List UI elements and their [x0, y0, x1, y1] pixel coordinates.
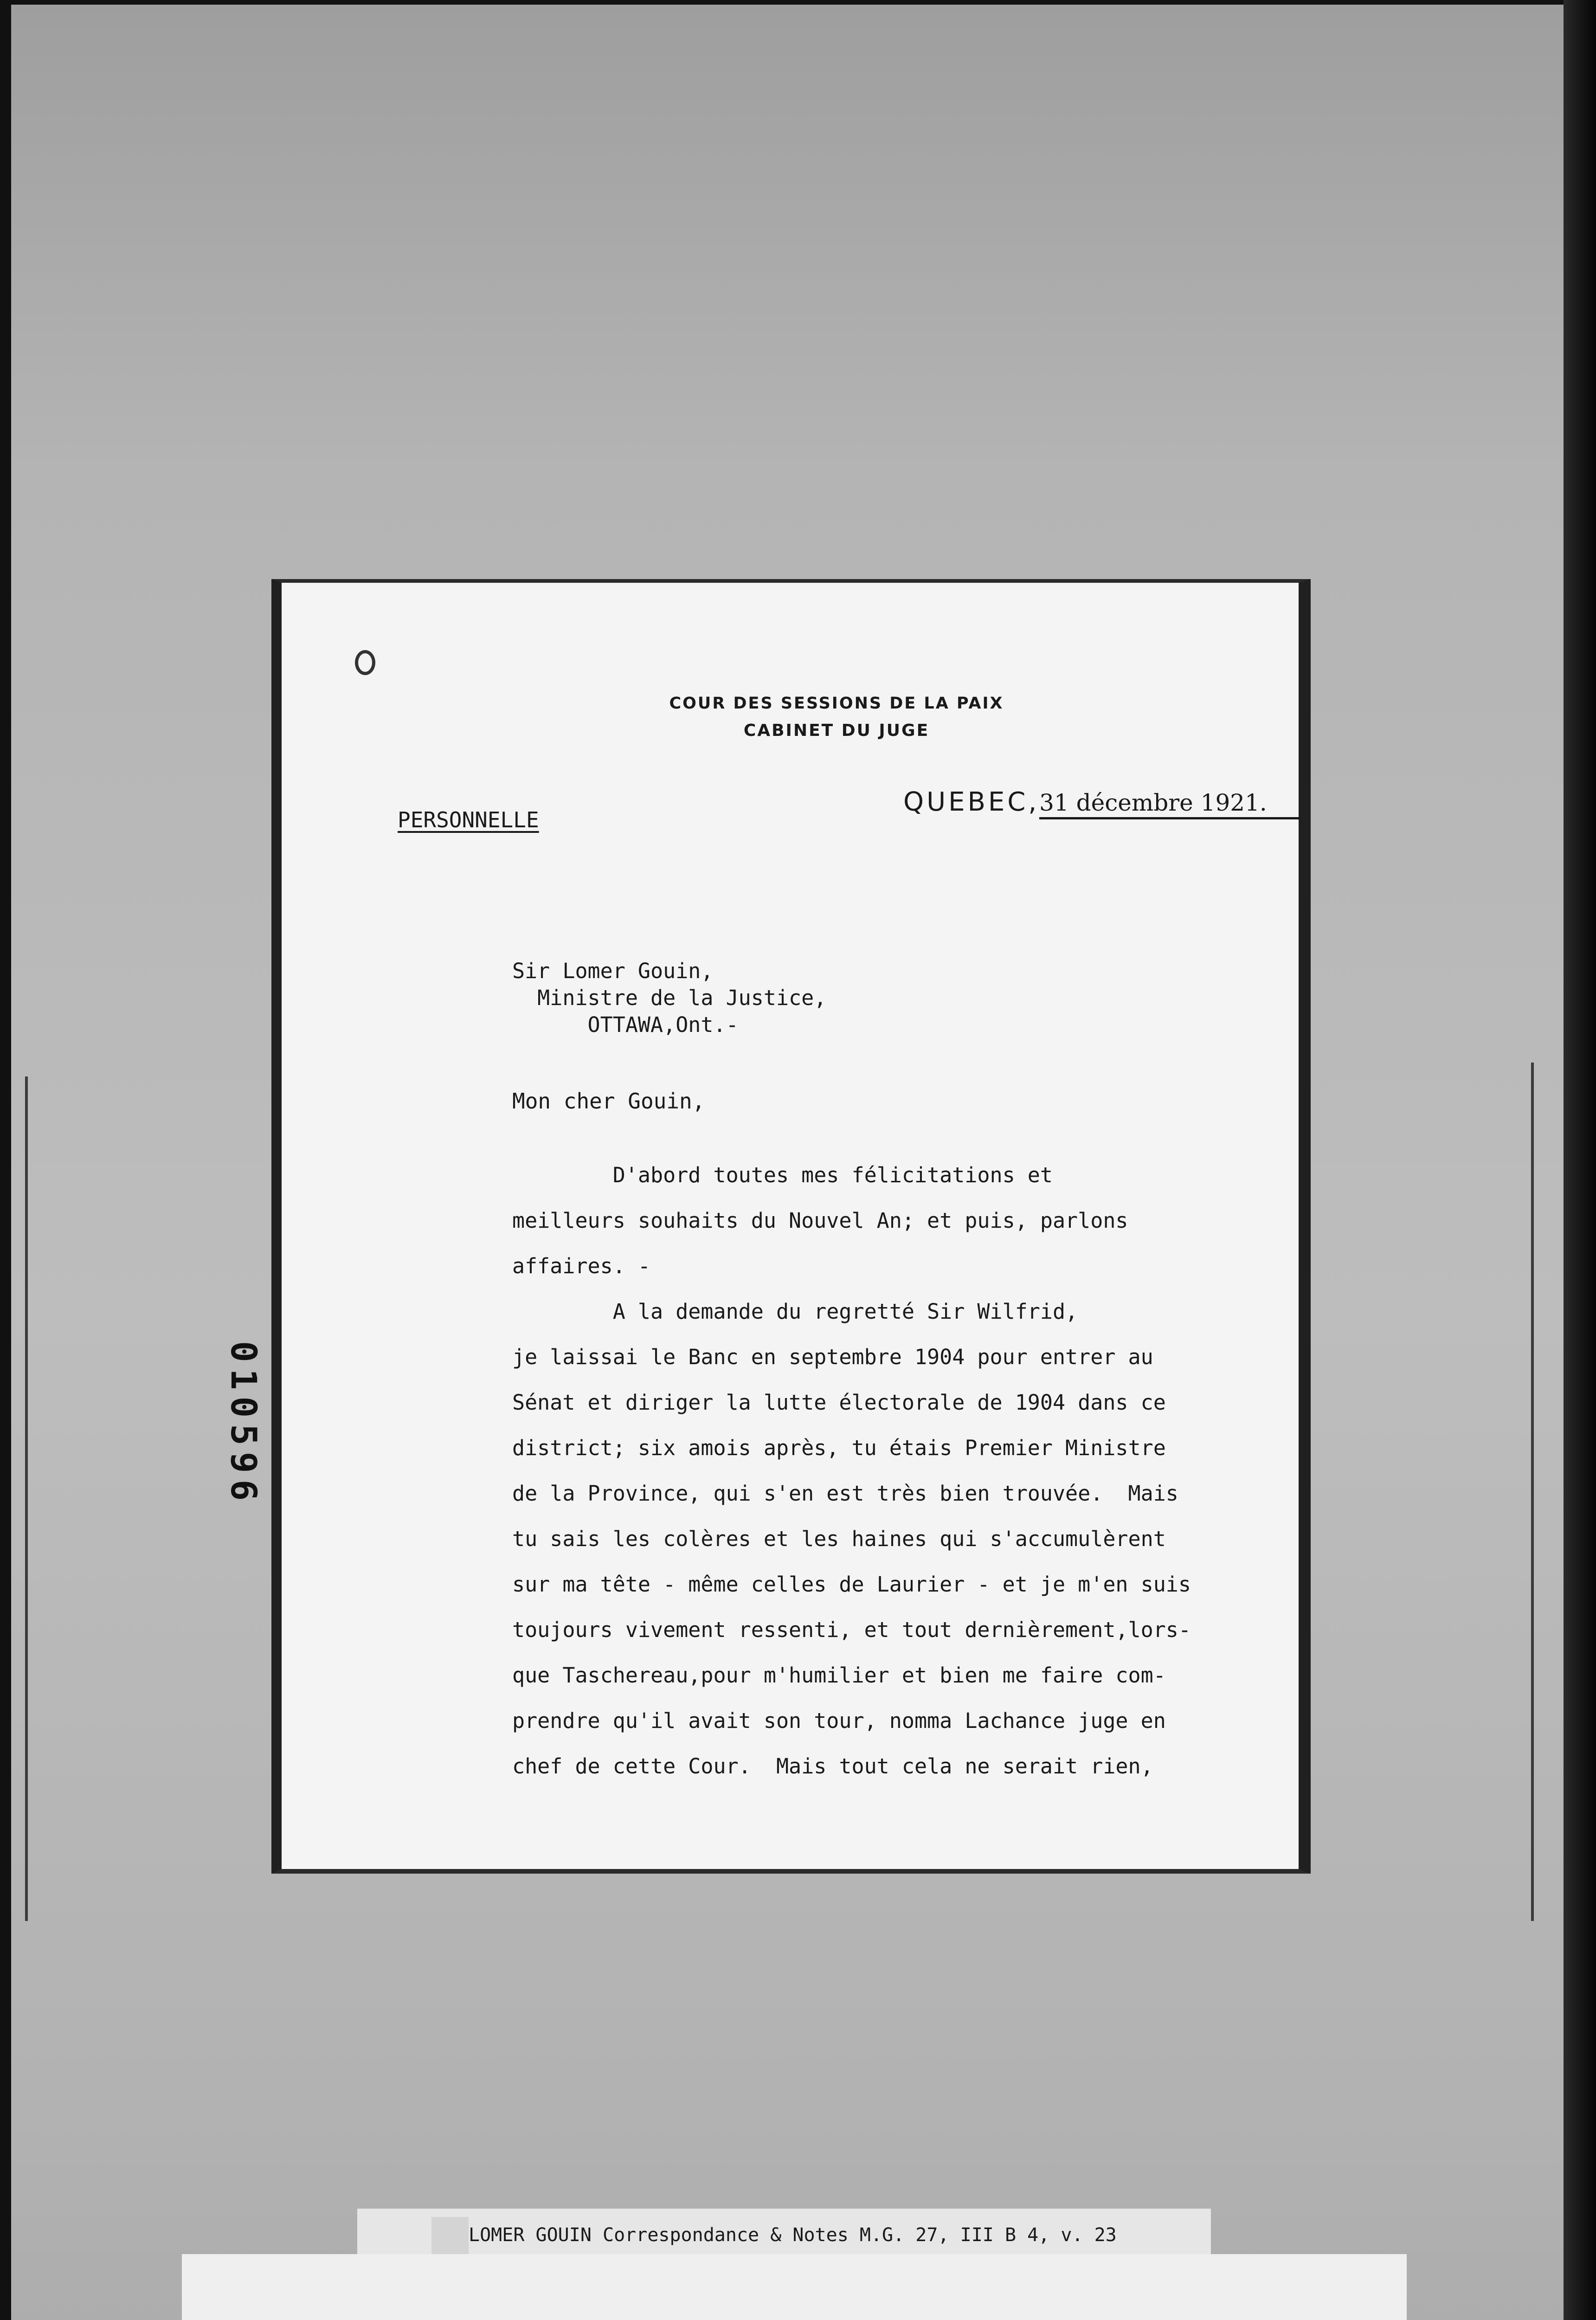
body-line: toujours vivement ressenti, et tout dernièrement,lors- — [512, 1618, 1191, 1642]
body-line: meilleurs souhaits du Nouvel An; et puis, parlons — [512, 1208, 1128, 1233]
collection-label-strip — [357, 2209, 1211, 2260]
frame-edge-top — [0, 0, 1596, 5]
body-line: tu sais les colères et les haines qui s'accumulèrent — [512, 1527, 1166, 1551]
body-line: de la Province, qui s'en est très bien trouvée. Mais — [512, 1481, 1178, 1506]
letter-date: 31 décembre 1921. — [1039, 789, 1299, 819]
collection-label: LOMER GOUIN Correspondance & Notes M.G. 27, III B 4, v. 23 — [469, 2224, 1117, 2246]
addressee-line: Sir Lomer Gouin, — [512, 959, 714, 983]
body-line: D'abord toutes mes félicitations et — [512, 1163, 1053, 1187]
addressee-line: Ministre de la Justice, — [512, 986, 827, 1010]
reference-number: 010596 — [223, 1341, 264, 1508]
body-line: Sénat et diriger la lutte électorale de 1904 dans ce — [512, 1390, 1166, 1415]
letterhead — [282, 694, 1299, 740]
label-tab — [431, 2217, 469, 2254]
body-line: je laissai le Banc en septembre 1904 pour entrer au — [512, 1345, 1153, 1369]
punch-hole-icon — [355, 650, 375, 675]
frame-edge-left — [0, 0, 11, 2320]
body-line: chef de cette Cour. Mais tout cela ne serait rien, — [512, 1754, 1153, 1779]
addressee-block — [512, 958, 826, 1038]
body-line: que Taschereau,pour m'humilier et bien me faire com- — [512, 1663, 1166, 1688]
fold-line-left — [25, 1076, 28, 1921]
addressee-line: OTTAWA,Ont.- — [512, 1012, 739, 1037]
letterhead-office: CABINET DU JUGE — [743, 721, 930, 740]
body-line: prendre qu'il avait son tour, nomma Lachance juge en — [512, 1708, 1166, 1733]
archives-card — [182, 2254, 1407, 2320]
body-line: district; six amois après, tu étais Premier Ministre — [512, 1436, 1166, 1460]
date-line — [903, 787, 1299, 819]
frame-edge-right — [1564, 0, 1596, 2320]
letter-body — [512, 1153, 1282, 1789]
letter-sheet — [271, 579, 1311, 1874]
fold-line-right — [1531, 1063, 1534, 1921]
letterhead-court: COUR DES SESSIONS DE LA PAIX — [669, 694, 1004, 713]
confidential-marking: PERSONNELLE — [398, 807, 539, 832]
city: QUEBEC, — [903, 787, 1040, 817]
body-line: sur ma tête - même celles de Laurier - et je m'en suis — [512, 1572, 1191, 1597]
body-line: affaires. - — [512, 1254, 651, 1278]
body-line: A la demande du regretté Sir Wilfrid, — [512, 1299, 1078, 1324]
salutation: Mon cher Gouin, — [512, 1089, 705, 1114]
